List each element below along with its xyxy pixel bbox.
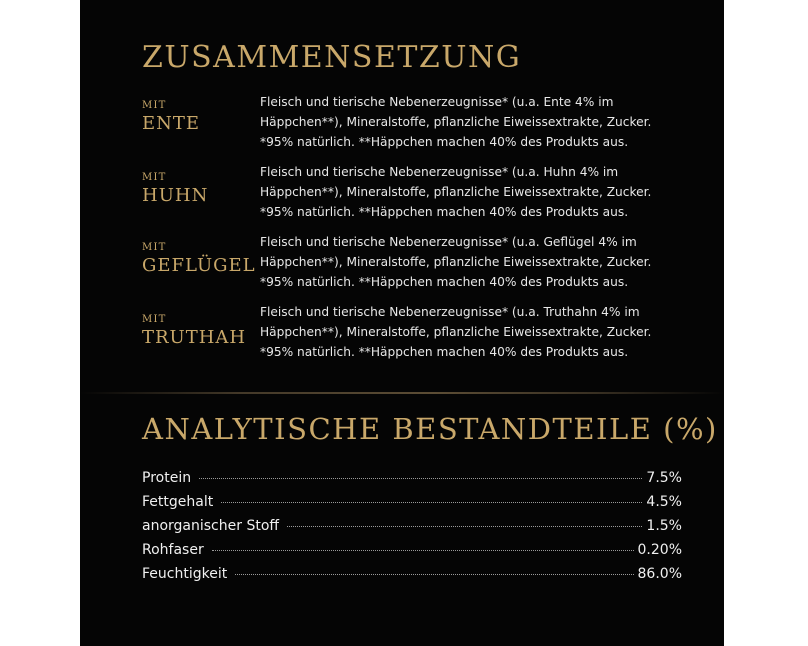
analysis-row-anorganischer-stoff bbox=[142, 518, 682, 542]
entry-line: Fleisch und tierische Nebenerzeugnisse* (u.a. Geflügel 4% im bbox=[260, 235, 637, 249]
dot-leader bbox=[199, 478, 642, 479]
entry-line: Fleisch und tierische Nebenerzeugnisse* (u.a. Huhn 4% im bbox=[260, 165, 619, 179]
entry-label bbox=[142, 100, 252, 136]
analysis-value: 1.5% bbox=[646, 518, 682, 534]
entry-label bbox=[142, 172, 252, 208]
dot-leader bbox=[287, 526, 642, 527]
entry-line: Fleisch und tierische Nebenerzeugnisse* (u.a. Ente 4% im bbox=[260, 95, 614, 109]
entry-name: GEFLÜGEL bbox=[142, 255, 256, 276]
entry-label bbox=[142, 242, 256, 278]
entry-line: Fleisch und tierische Nebenerzeugnisse* (u.a. Truthahn 4% im bbox=[260, 305, 640, 319]
composition-entry-ente bbox=[142, 92, 702, 156]
section-divider bbox=[80, 392, 724, 394]
dot-leader bbox=[235, 574, 633, 575]
entry-line: Häppchen**), Mineralstoffe, pflanzliche Eiweissextrakte, Zucker. bbox=[260, 185, 652, 199]
entry-prefix: MIT bbox=[142, 314, 167, 325]
analysis-name: Feuchtigkeit bbox=[142, 566, 228, 582]
analysis-value: 4.5% bbox=[646, 494, 682, 510]
entry-label bbox=[142, 314, 252, 350]
entry-name: HUHN bbox=[142, 185, 209, 206]
entry-prefix: MIT bbox=[142, 100, 167, 111]
entry-line: Häppchen**), Mineralstoffe, pflanzliche Eiweissextrakte, Zucker. bbox=[260, 115, 652, 129]
analysis-title: ANALYTISCHE BESTANDTEILE (%) bbox=[142, 412, 718, 446]
composition-entry-huhn bbox=[142, 162, 702, 226]
analysis-value: 0.20% bbox=[637, 542, 682, 558]
entry-line: *95% natürlich. **Häppchen machen 40% des Produkts aus. bbox=[260, 345, 629, 359]
entry-description bbox=[260, 232, 710, 292]
analysis-row-rohfaser bbox=[142, 542, 682, 566]
analysis-row-protein bbox=[142, 470, 682, 494]
entry-line: *95% natürlich. **Häppchen machen 40% des Produkts aus. bbox=[260, 135, 629, 149]
entry-prefix: MIT bbox=[142, 242, 167, 253]
analysis-name: Protein bbox=[142, 470, 192, 486]
analysis-name: Fettgehalt bbox=[142, 494, 214, 510]
entry-name: ENTE bbox=[142, 113, 201, 134]
composition-entry-truthahn bbox=[142, 302, 702, 366]
entry-line: Häppchen**), Mineralstoffe, pflanzliche Eiweissextrakte, Zucker. bbox=[260, 325, 652, 339]
nutrition-panel bbox=[80, 0, 724, 646]
analysis-value: 86.0% bbox=[637, 566, 682, 582]
dot-leader bbox=[221, 502, 642, 503]
entry-prefix: MIT bbox=[142, 172, 167, 183]
entry-line: Häppchen**), Mineralstoffe, pflanzliche Eiweissextrakte, Zucker. bbox=[260, 255, 652, 269]
entry-line: *95% natürlich. **Häppchen machen 40% des Produkts aus. bbox=[260, 275, 629, 289]
composition-entry-gefluegel bbox=[142, 232, 702, 296]
analysis-name: Rohfaser bbox=[142, 542, 204, 558]
analysis-name: anorganischer Stoff bbox=[142, 518, 280, 534]
entry-line: *95% natürlich. **Häppchen machen 40% des Produkts aus. bbox=[260, 205, 629, 219]
entry-name: TRUTHAH bbox=[142, 327, 247, 348]
composition-title: ZUSAMMENSETZUNG bbox=[142, 40, 522, 75]
analysis-row-feuchtigkeit bbox=[142, 566, 682, 590]
analysis-value: 7.5% bbox=[646, 470, 682, 486]
entry-description bbox=[260, 162, 710, 222]
entry-description bbox=[260, 92, 710, 152]
entry-description bbox=[260, 302, 710, 362]
dot-leader bbox=[212, 550, 634, 551]
analysis-table bbox=[142, 470, 682, 590]
analysis-row-fettgehalt bbox=[142, 494, 682, 518]
